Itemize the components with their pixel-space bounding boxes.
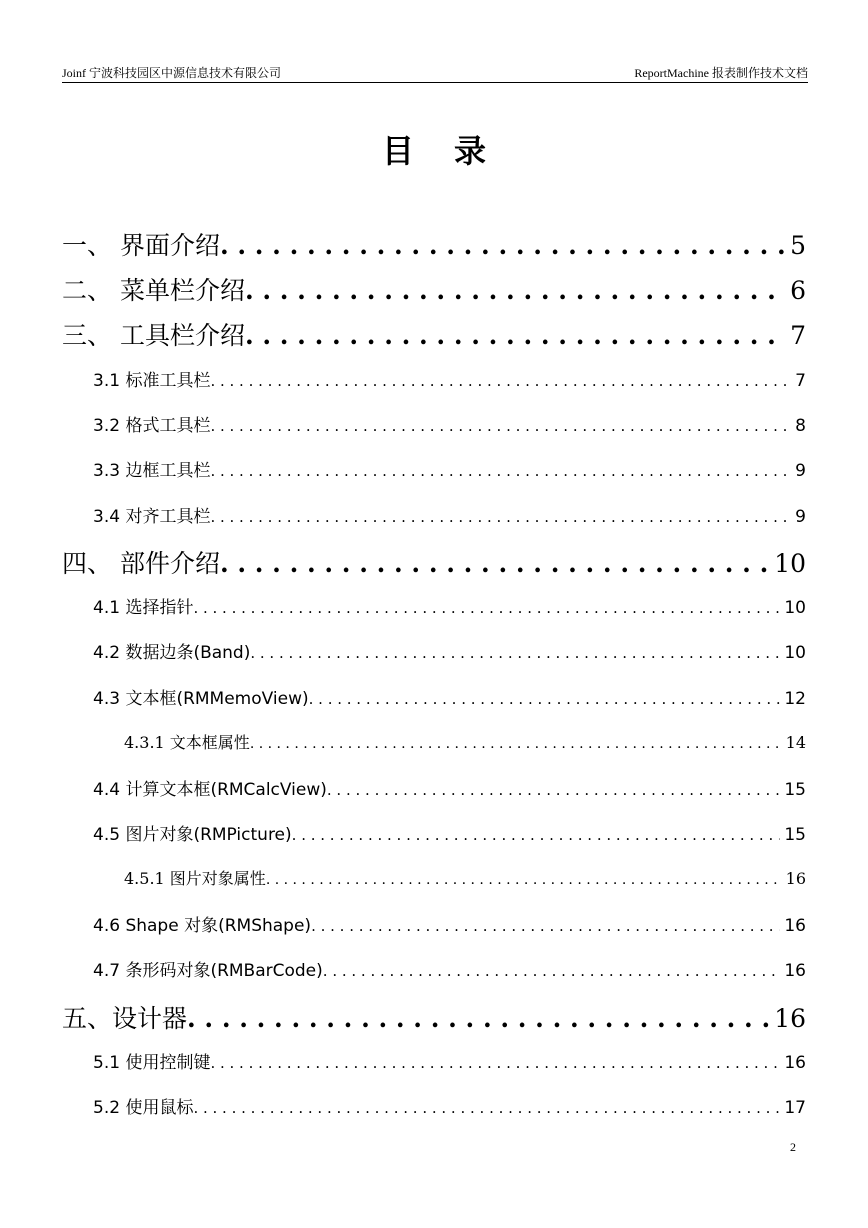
toc-entry-page: 16	[774, 1004, 806, 1033]
page-header	[62, 60, 808, 83]
toc-entry-label: 4.7 条形码对象(RMBarCode)	[93, 961, 323, 981]
toc-leader-dots	[210, 508, 791, 526]
header-company: Joinf 宁波科技园区中源信息技术有限公司	[62, 66, 282, 80]
toc-entry-page: 16	[784, 961, 806, 981]
toc-entry-label: 4.3 文本框(RMMemoView)	[93, 689, 309, 709]
toc-entry[interactable]	[93, 411, 806, 436]
toc-entry-page: 7	[795, 371, 806, 391]
toc-entry-page: 5	[790, 231, 806, 260]
toc-entry[interactable]	[62, 226, 806, 262]
toc-title: 目录	[381, 132, 526, 170]
toc-entry[interactable]	[62, 316, 806, 352]
toc-leader-dots	[210, 462, 791, 480]
toc-leader-dots	[309, 690, 781, 708]
toc-entry-label: 4.6 Shape 对象(RMShape)	[93, 916, 312, 936]
page-number: 2	[790, 1140, 796, 1154]
toc-entry-label: 5.2 使用鼠标	[93, 1098, 194, 1118]
toc-entry-page: 16	[784, 1053, 806, 1073]
toc-leader-dots	[323, 962, 781, 980]
toc-entry[interactable]	[93, 775, 806, 800]
toc-entry-page: 12	[784, 689, 806, 709]
toc-leader-dots	[210, 372, 791, 390]
toc-entry-page: 10	[784, 598, 806, 618]
toc-leader-dots	[250, 736, 782, 752]
toc-entry-label: 二、 菜单栏介绍	[62, 276, 245, 305]
toc-leader-dots	[311, 917, 780, 935]
toc-entry[interactable]	[93, 684, 806, 709]
toc-entry-label: 4.2 数据边条(Band)	[93, 643, 251, 663]
toc-leader-dots	[250, 644, 780, 662]
toc-entry-page: 16	[784, 916, 806, 936]
toc-entry-label: 3.4 对齐工具栏	[93, 507, 211, 527]
toc-entry-page: 10	[774, 549, 806, 578]
toc-leader-dots	[245, 321, 786, 350]
toc-entry-label: 3.1 标准工具栏	[93, 371, 211, 391]
toc-entry-label: 3.2 格式工具栏	[93, 416, 211, 436]
toc-entry[interactable]	[93, 366, 806, 391]
toc-entry-label: 四、 部件介绍	[62, 549, 220, 578]
toc-entry[interactable]	[93, 1093, 806, 1118]
toc-entry[interactable]	[93, 502, 806, 527]
toc-entry-page: 7	[790, 321, 806, 350]
toc-entry-page: 17	[784, 1098, 806, 1118]
toc-leader-dots	[220, 231, 786, 260]
toc-entry-label: 4.5.1 图片对象属性	[124, 869, 266, 888]
toc-entry-page: 14	[785, 733, 806, 752]
toc-entry-page: 6	[790, 276, 806, 305]
toc-entry[interactable]	[93, 593, 806, 618]
toc-entry-page: 9	[795, 461, 806, 481]
toc-entry-page: 15	[784, 780, 806, 800]
toc-entry[interactable]	[62, 544, 806, 580]
toc-entry-label: 3.3 边框工具栏	[93, 461, 211, 481]
toc-leader-dots	[327, 781, 780, 799]
toc-entry[interactable]	[124, 730, 806, 753]
toc-entry[interactable]	[93, 456, 806, 481]
toc-entry-page: 8	[795, 416, 806, 436]
toc-entry-label: 4.1 选择指针	[93, 598, 194, 618]
toc-leader-dots	[210, 417, 791, 435]
toc-entry-page: 10	[784, 643, 806, 663]
toc-entry[interactable]	[93, 638, 806, 663]
header-document-title: ReportMachine 报表制作技术文档	[634, 66, 808, 80]
toc-entry-label: 4.5 图片对象(RMPicture)	[93, 825, 292, 845]
toc-entry-label: 5.1 使用控制键	[93, 1053, 211, 1073]
toc-leader-dots	[193, 1099, 780, 1117]
toc-entry[interactable]	[124, 866, 806, 889]
toc-entry-page: 9	[795, 507, 806, 527]
toc-entry-label: 4.4 计算文本框(RMCalcView)	[93, 780, 327, 800]
toc-entry[interactable]	[93, 1048, 806, 1073]
toc-entry[interactable]	[62, 271, 806, 307]
toc-leader-dots	[245, 276, 786, 305]
toc-entry-page: 16	[785, 869, 806, 888]
toc-entry[interactable]	[93, 820, 806, 845]
toc-entry-label: 4.3.1 文本框属性	[124, 733, 250, 752]
toc-entry-label: 五、设计器	[62, 1004, 188, 1033]
toc-leader-dots	[193, 599, 780, 617]
toc-leader-dots	[210, 1054, 780, 1072]
toc-entry[interactable]	[93, 956, 806, 981]
toc-leader-dots	[292, 826, 781, 844]
toc-entry-label: 三、 工具栏介绍	[62, 321, 245, 350]
toc-entry[interactable]	[62, 999, 806, 1035]
toc-leader-dots	[266, 872, 782, 888]
toc-leader-dots	[220, 549, 770, 578]
toc-leader-dots	[187, 1004, 770, 1033]
toc-entry-page: 15	[784, 825, 806, 845]
toc-entry-label: 一、 界面介绍	[62, 231, 220, 260]
toc-entry[interactable]	[93, 911, 806, 936]
